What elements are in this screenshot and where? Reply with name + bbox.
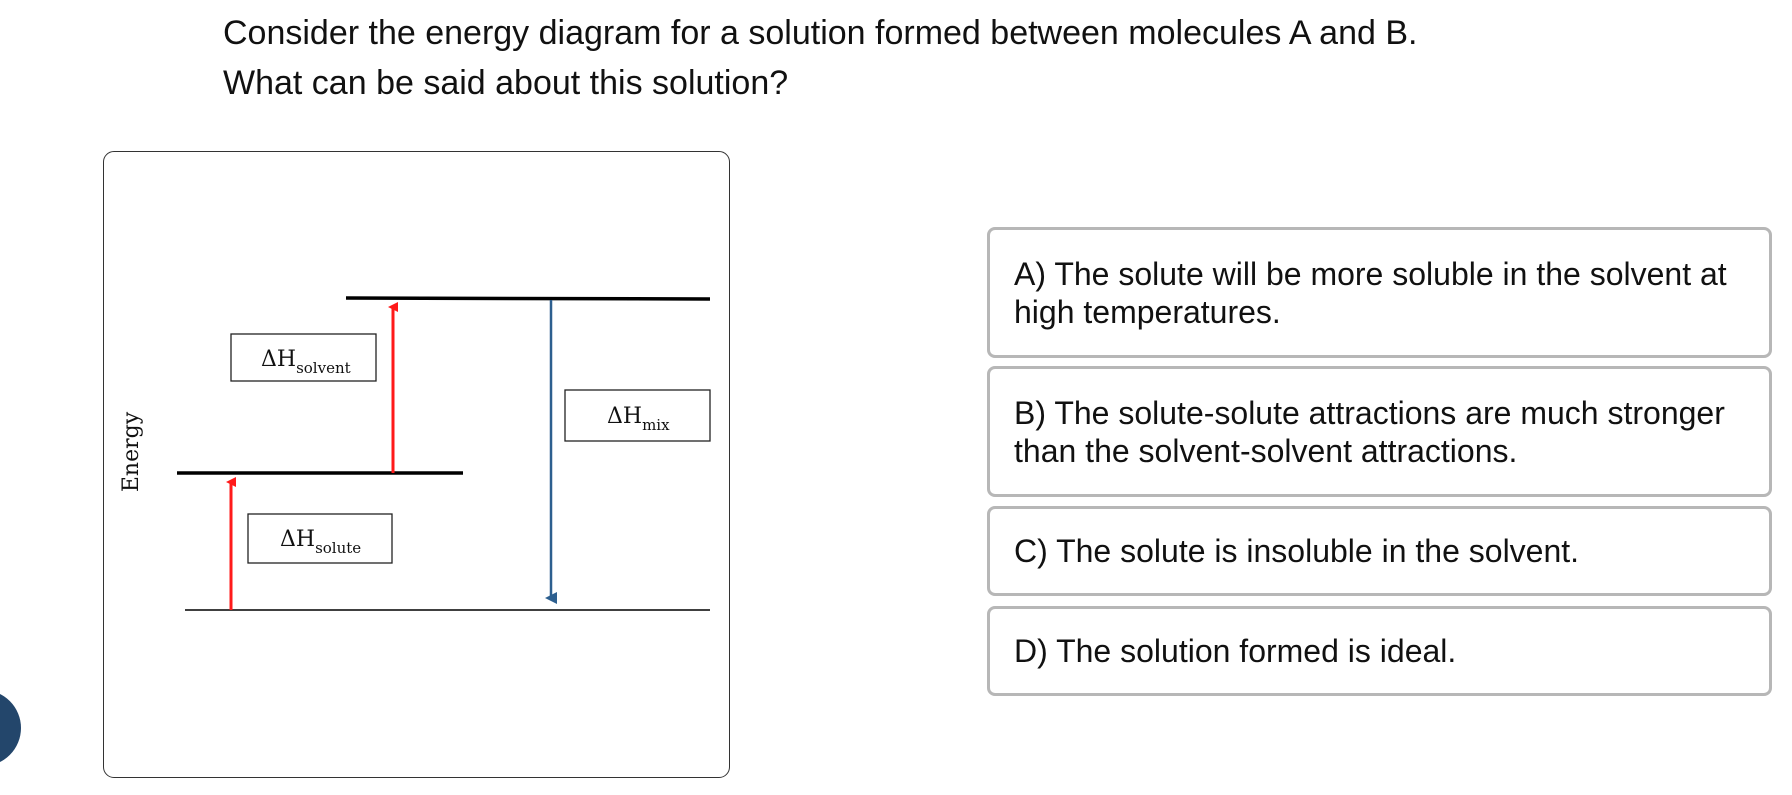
option-c-button[interactable]	[987, 506, 1772, 596]
option-c-label: C) The solute is insoluble in the solvent.	[1014, 533, 1580, 569]
option-d-label: D) The solution formed is ideal.	[1014, 633, 1457, 669]
option-d-button[interactable]	[987, 606, 1772, 696]
option-b-label: B) The solute-solute attractions are much stronger than the solvent-solvent attractions.	[1014, 394, 1725, 469]
mix-label-symbol: ΔH	[607, 404, 643, 429]
option-a-label: A) The solute will be more soluble in the solvent at high temperatures.	[1014, 255, 1727, 330]
option-a-button[interactable]	[987, 227, 1772, 358]
energy-diagram	[104, 152, 731, 779]
question-text	[223, 8, 1417, 108]
top-energy-level	[346, 298, 710, 299]
solvent-label-subscript: solvent	[296, 359, 351, 377]
question-line-2: What can be said about this solution?	[223, 64, 789, 102]
circle-nav-icon[interactable]	[0, 690, 21, 766]
solute-label-symbol: ΔH	[280, 527, 316, 552]
energy-diagram-panel	[103, 151, 730, 778]
option-b-button[interactable]	[987, 366, 1772, 497]
mix-label-subscript: mix	[642, 416, 670, 434]
solvent-label-symbol: ΔH	[261, 347, 297, 372]
question-line-1: Consider the energy diagram for a solution formed between molecules A and B.	[223, 14, 1418, 52]
energy-axis-label: Energy	[119, 411, 144, 493]
solute-label-subscript: solute	[315, 539, 362, 557]
